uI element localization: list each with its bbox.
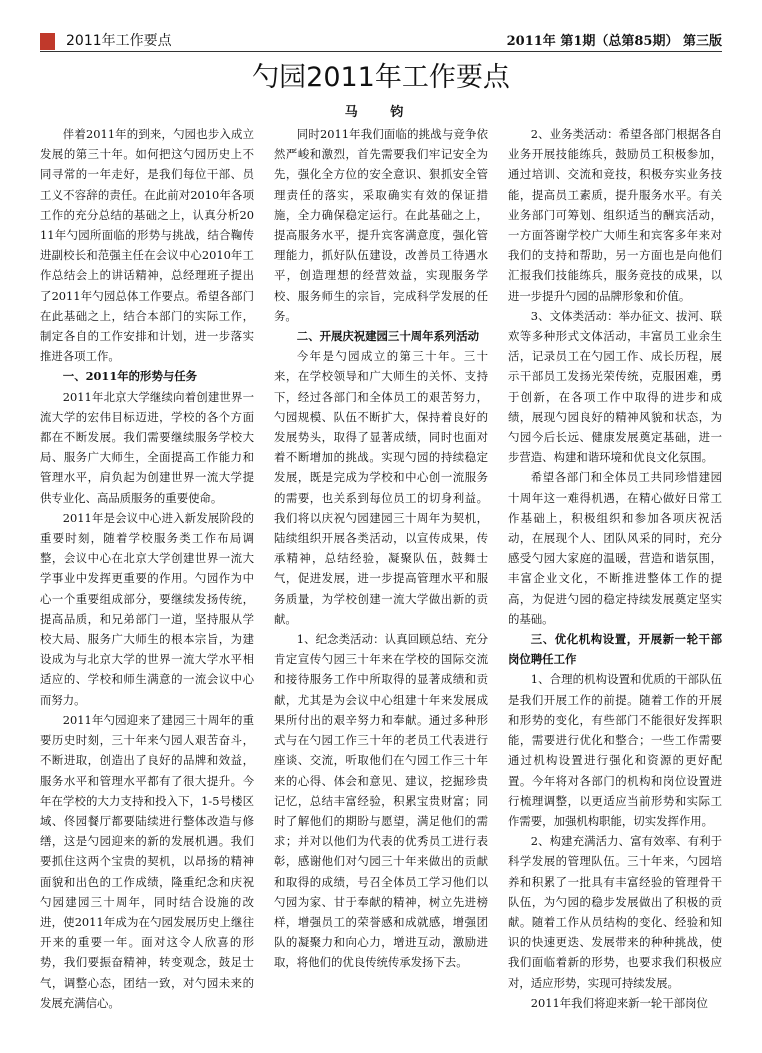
paragraph: 2011年北京大学继续向着创建世界一流大学的宏伟目标迈进，学校的各个方面都在不断发展。我们需要继续服务学校大局、服务广大师生，全面提高工作能力和管理水平，肩负起为创建世界一流大学提供专业化、高品质服务的重要使命。 bbox=[40, 389, 254, 505]
issue-info: 2011年 第1期（总第85期） 第三版 bbox=[506, 34, 722, 49]
paragraph: 2011年勺园迎来了建园三十周年的重要历史时刻，三十年来勺园人艰苦奋斗，不断进取，创造出了良好的品牌和效益，服务水平和管理水平都有了很大提升。今年在学校的大力支持和投入下，1-5号楼区域、佟园餐厅都要陆续进行整体改造与修缮，这是勺园迎来的新的发展机遇。我们要抓住这两个宝贵的契机，以昂扬的精神面貌和出色的工作成绩，隆重纪念和庆祝勺园建园三十周年，同时结合设施的改进，使2011年成为在勺园发展历史上继往开来的重要一年。面对这令人欣喜的形势，我们要振奋精神，转变观念，鼓足士气，调整心态，团结一致，对勺园未来的发展充满信心。 bbox=[40, 712, 254, 1010]
column-3 bbox=[508, 124, 722, 1013]
section-marker bbox=[40, 33, 55, 50]
paragraph: 3、文体类活动：举办征文、拔河、联欢等多种形式文体活动，丰富员工业余生活，记录员工在勺园工作、成长历程，展示干部员工发扬光荣传统，克服困难，勇于创新，在各项工作中取得的进步和成绩，展现勺园良好的精神风貌和状态，为勺园今后长远、健康发展奠定基础，进一步营造、构建和谐环境和优良文化氛围。 bbox=[508, 308, 722, 465]
paragraph: 1、纪念类活动：认真回顾总结、充分肯定宣传勺园三十年来在学校的国际交流和接待服务工作中所取得的显著成绩和贡献，尤其是为会议中心组建十年来发展成果所付出的艰辛努力和奉献。通过多种形式与在勺园工作三十年的老员工代表进行座谈、交流，听取他们在勺园工作三十年来的心得、体会和意见、建议，挖掘珍贵记忆，总结丰富经验，积累宝贵财富；同时了解他们的期盼与愿望，满足他们的需求；并对以他们为代表的优秀员工进行表彰，感谢他们对勺园三十年来做出的贡献和取得的成绩，号召全体员工学习他们以勺园为家、甘于奉献的精神，树立先进榜样，增强员工的荣誉感和成就感，增强团队的凝聚力和向心力，增进互动，激励进取，将他们的优良传统传承发扬下去。 bbox=[274, 632, 488, 970]
paragraph: 2011年我们将迎来新一轮干部岗位 bbox=[530, 995, 708, 1010]
section-heading: 二、开展庆祝建园三十周年系列活动 bbox=[296, 329, 480, 344]
section-title: 2011年工作要点 bbox=[66, 33, 172, 49]
paragraph: 2、构建充满活力、富有效率、有利于科学发展的管理队伍。三十年来，勺园培养和积累了一批具有丰富经验的管理骨干队伍，为勺园的稳步发展做出了积极的贡献。随着工作从员结构的变化、经验和知识的快速更迭、发展带来的种种挑战，使我们面临着新的形势，也要求我们积极应对，适应形势，实现可持续发展。 bbox=[508, 834, 722, 990]
paragraph: 希望各部门和全体员工共同珍惜建园十周年这一难得机遇，在精心做好日常工作基础上，积极组织和参加各项庆祝活动，在展现个人、团队风采的同时，充分感受勺园大家庭的温暖，营造和谐氛围，丰富企业文化，不断推进整体工作的提高，为促进勺园的稳定持续发展奠定坚实的基础。 bbox=[508, 470, 722, 626]
page-header bbox=[0, 0, 762, 52]
column-1 bbox=[40, 124, 254, 1013]
section-heading: 三、优化机构设置，开展新一轮干部岗位聘任工作 bbox=[508, 632, 722, 667]
section-heading: 一、2011年的形势与任务 bbox=[62, 369, 198, 384]
header-rule bbox=[40, 51, 722, 52]
column-2 bbox=[274, 124, 488, 973]
paragraph: 今年是勺园成立的第三十年。三十来，在学校领导和广大师生的关怀、支持下，经过各部门和全体员工的艰苦努力，勺园规模、队伍不断扩大，保持着良好的发展势头，取得了显著成绩，同时也面对着不断增加的挑战。实现勺园的持续稳定发展，既是完成为学校和中心创一流服务的需要，也关系到每位员工的切身利益。我们将以庆祝勺园建园三十周年为契机，陆续组织开展各类活动，以宣传成果，传承精神，总结经验，凝聚队伍，鼓舞士气，促进发展，进一步提高管理水平和服务质量，为学校创建一流大学做出新的贡献。 bbox=[274, 349, 488, 626]
paragraph: 2011年是会议中心进入新发展阶段的重要时刻，随着学校服务类工作布局调整，会议中心在北京大学创建世界一流大学事业中发挥更重要的作用。勺园作为中心一个重要组成部分，要继续发扬传统，提高品质，和兄弟部门一道，坚持服从学校大局、服务广大师生的根本宗旨，为建设成为与北京大学的世界一流大学水平相适应的、学校和师生满意的一流会议中心而努力。 bbox=[40, 510, 254, 707]
paragraph: 伴着2011年的到来，勺园也步入成立发展的第三十年。如何把这勺园历史上不同寻常的一年走好，是我们每位干部、员工义不容辞的责任。在此前对2010年各项工作的充分总结的基础之上，认真分析2011年勺园所面临的形势与挑战，结合鞠传进副校长和范强主任在会议中心2010年工作总结会上的讲话精神，总经理班子提出了2011年勺园总体工作要点。希望各部门在此基础之上，结合本部门的实际工作，制定各自的工作安排和计划，进一步落实推进各项工作。 bbox=[40, 127, 254, 364]
paragraph: 1、合理的机构设置和优质的干部队伍是我们开展工作的前提。随着工作的开展和形势的变化，有些部门不能很好发挥职能，需要进行优化和整合；一些工作需要通过机构设置进行强化和资源的更好配置。今年将对各部门的机构和岗位设置进行梳理调整，以更适应当前形势和实际工作需要，加强机构职能，切实发挥作用。 bbox=[508, 672, 722, 828]
article-author: 马 钧 bbox=[344, 105, 418, 120]
article-title: 勺园2011年工作要点 bbox=[252, 62, 510, 93]
paragraph: 同时2011年我们面临的挑战与竞争依然严峻和激烈，首先需要我们牢记安全为先，强化全方位的安全意识、狠抓安全管理责任的落实，采取确实有效的保证措施，全力确保稳定运行。在此基础之上，提高服务水平，提升宾客满意度，强化管理能力，抓好队伍建设，改善员工待遇水平，创造理想的经营效益，实现服务学校、服务师生的宗旨，完成科学发展的任务。 bbox=[274, 127, 488, 323]
paragraph: 2、业务类活动：希望各部门根据各自业务开展技能练兵，鼓励员工积极参加，通过培训、交流和竞技，积极夯实业务技能，提高员工素质，提升服务水平。有关业务部门可筹划、组织适当的酬宾活动，一方面答谢学校广大师生和宾客多年来对我们的支持和帮助，另一方面也是向他们汇报我们技能练兵，服务竞技的成果，以进一步提升勺园的品牌形象和价值。 bbox=[508, 127, 722, 303]
